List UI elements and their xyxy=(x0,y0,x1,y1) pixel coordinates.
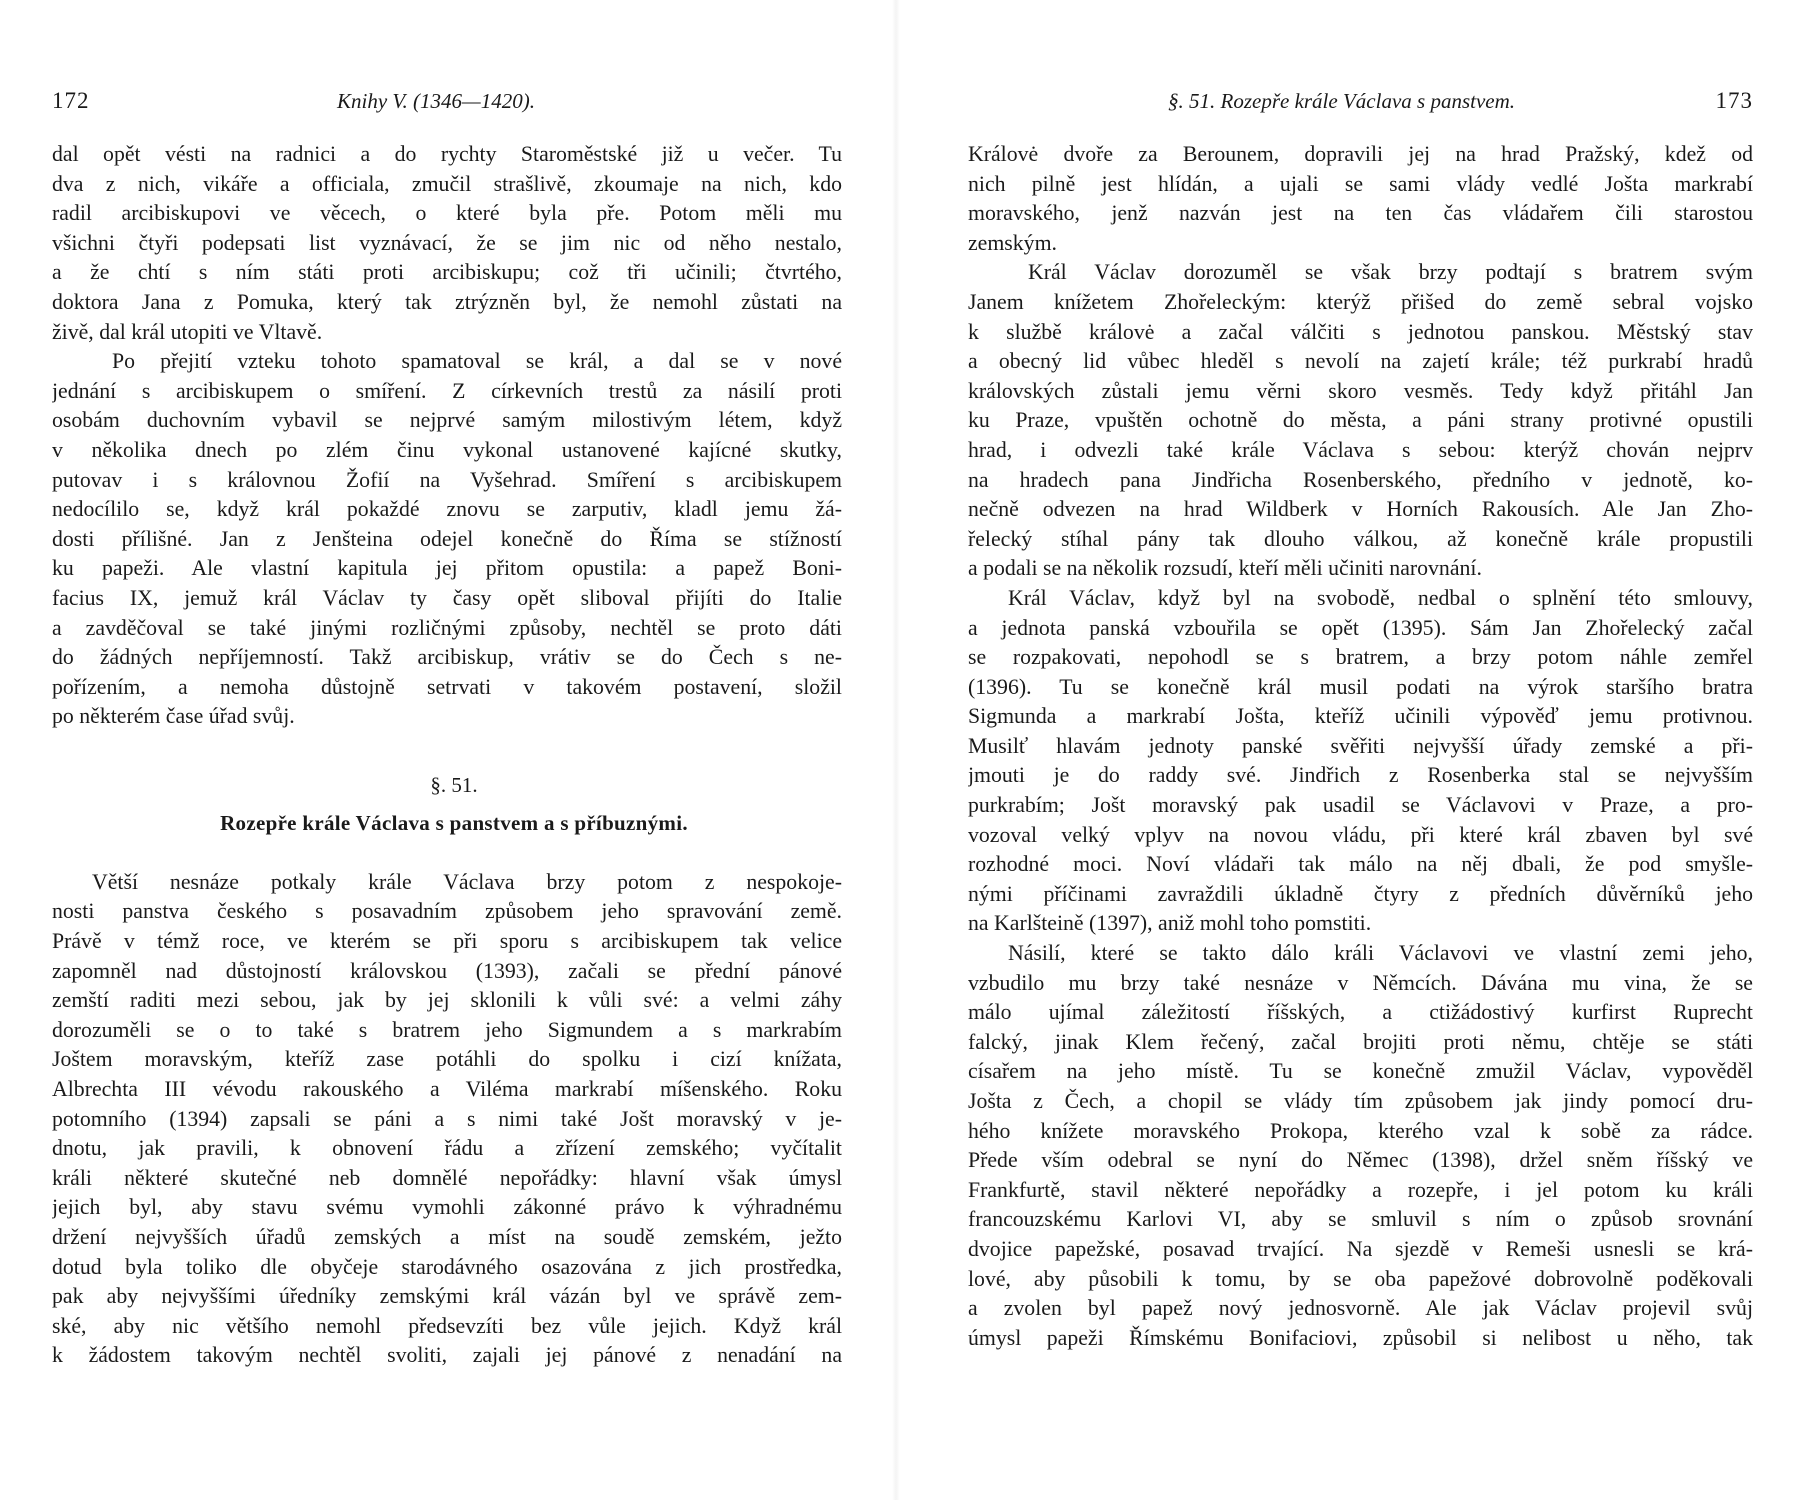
text-line: dal opět vésti na radnici a do rychty Staroměstské již u večer. Tu xyxy=(52,142,842,166)
text-line: nosti panstva českého s posavadním způsobem jeho spravování země. xyxy=(52,899,842,924)
text-line: facius IX, jemuž král Václav ty časy opět sliboval přijíti do Italie xyxy=(52,585,842,610)
text-line: Násilí, které se takto dálo králi Václavovi ve vlastní zemi jeho, xyxy=(1008,941,1753,966)
text-line: pak aby nejvyššími úředníky zemskými král vázán byl ve správě zem- xyxy=(52,1284,842,1309)
text-line: k žádostem takovým nechtěl svoliti, zajali jej pánové z nenadání na xyxy=(52,1343,842,1368)
left-page xyxy=(52,0,842,1500)
text-line: ku Praze, vpuštěn ochotně do města, a páni strany protivné opustili xyxy=(968,408,1753,433)
text-line: zapomněl nad důstojností královskou (1393), začali se přední pánové xyxy=(52,958,842,983)
text-line: ku papeži. Ale vlastní kapitula jej přitom opustila: a papež Boni- xyxy=(52,556,842,581)
text-line: jednání s arcibiskupem o smíření. Z církevních trestů za násilí proti xyxy=(52,378,842,403)
text-line: dvojice papežské, posavad trvající. Na sjezdě v Remeši usnesli se krá- xyxy=(968,1236,1753,1261)
page-number: 172 xyxy=(52,88,90,113)
text-line: vozoval velký vplyv na novou vládu, při které král zbaven byl své xyxy=(968,822,1753,847)
right-page-header xyxy=(968,88,1753,118)
text-line: se rozpakovati, nepohodl se s bratrem, a brzy potom náhle zemřel xyxy=(968,645,1753,670)
text-line: rozhodné moci. Noví vládaři tak málo na něj dbali, že pod smyšle- xyxy=(968,852,1753,877)
text-line: potomního (1394) zapsali se páni a s nimi také Jošt moravský v je- xyxy=(52,1106,842,1131)
text-line: hého knížete moravského Prokopa, kterého vzal k sobě za rádce. xyxy=(968,1118,1753,1143)
text-line: a jednota panská vzbouřila se opět (1395). Sám Jan Zhořelecký začal xyxy=(968,615,1753,640)
text-line: málo ujímal záležitostí říšských, a ctižádostivý kurfirst Ruprecht xyxy=(968,1000,1753,1025)
text-line: francouzskému Karlovi VI, aby se smluvil s ním o způsob srovnání xyxy=(968,1207,1753,1232)
text-line: Právě v témž roce, ve kterém se při sporu s arcibiskupem tak velice xyxy=(52,929,842,954)
text-line: císařem na jeho místě. Tu se konečně zmužil Václav, vypověděl xyxy=(968,1059,1753,1084)
text-line: královských zůstali jemu věrni skoro vesměs. Tedy když přitáhl Jan xyxy=(968,378,1753,403)
text-line: dorozuměli se o to také s bratrem jeho Sigmundem a s markrabím xyxy=(52,1017,842,1042)
text-line: všichni čtyři podepsati list vyznávací, že se jim nic od něho nestalo, xyxy=(52,230,842,255)
text-line: hrad, i odvezli také krále Václava s sebou: kterýž chován nejprv xyxy=(968,437,1753,462)
text-line: živě, dal král utopiti ve Vltavě. xyxy=(52,319,323,344)
text-line: Janem knížetem Zhořeleckým: kterýž přišed do země sebral vojsko xyxy=(968,289,1753,314)
text-line: radil arcibiskupovi ve věcech, o které byla pře. Potom měli mu xyxy=(52,201,842,226)
text-line: držení nejvyšších úřadů zemských a míst na soudě zemském, ježto xyxy=(52,1225,842,1249)
text-line: lové, aby působili k tomu, by se oba papežové dobrovolně poděkovali xyxy=(968,1266,1753,1291)
text-line: ské, aby nic většího nemohl předsevzíti bez vůle jejich. Když král xyxy=(52,1313,842,1338)
text-line: purkrabím; Jošt moravský pak usadil se Václavovi v Praze, a pro- xyxy=(968,793,1753,818)
text-line: jmouti je do raddy své. Jindřich z Rosenberka stal se nejvyšším xyxy=(968,763,1753,788)
text-line: vzbudilo mu brzy také nesnáze v Němcích. Dávána mu vina, že se xyxy=(968,970,1753,995)
text-line: a zvolen byl papež nový jednosvorně. Ale jak Václav projevil svůj xyxy=(968,1296,1753,1321)
text-line: Královė dvoře za Berounem, dopravili jej na hrad Pražský, kdež od xyxy=(968,142,1753,166)
right-page-text xyxy=(968,140,1753,1353)
right-page xyxy=(968,0,1753,1500)
running-head: §. 51. Rozepře krále Václava s panstvem. xyxy=(1168,89,1516,113)
text-line: v několika dnech po zlém činu vykonal ustanovené kajícné skutky, xyxy=(52,437,842,462)
text-line: na hradech pana Jindřicha Rosenberského, předního v jednotě, ko- xyxy=(968,467,1753,492)
text-line: Sigmunda a markrabí Jošta, kteříž učinili výpověď jemu protivnou. xyxy=(968,704,1753,729)
page-number: 173 xyxy=(1715,88,1753,113)
text-line: Větší nesnáze potkaly krále Václava brzy potom z nespokoje- xyxy=(92,869,842,894)
left-page-text xyxy=(52,140,842,1371)
text-line: nedocílilo se, když král pokaždé znovu se zarputiv, kladl jemu žá- xyxy=(52,497,842,522)
text-line: Joštem moravským, kteříž zase potáhli do spolku i cizí knížata, xyxy=(52,1047,842,1072)
running-head: Knihy V. (1346—1420). xyxy=(337,89,535,113)
text-line: řelecký stíhal pány tak dlouho válkou, až konečně krále propustili xyxy=(968,526,1753,551)
text-line: po některém čase úřad svůj. xyxy=(52,704,295,729)
text-line: Přede vším odebral se nyní do Němec (1398), držel sněm říšský ve xyxy=(968,1148,1753,1173)
text-line: jejich byl, aby stavu svému vymohli zákonné právo k výhradnému xyxy=(52,1195,842,1220)
text-line: zemským. xyxy=(968,230,1057,255)
text-line: dva z nich, vikáře a officiala, zmučil strašlivě, zkoumaje na nich, kdo xyxy=(52,171,842,196)
text-line: doktora Jana z Pomuka, který tak ztrýzněn byl, že nemohl zůstati na xyxy=(52,289,842,314)
text-line: dosti přílišné. Jan z Jenšteina odejel konečně do Říma se stížností xyxy=(52,526,842,551)
text-line: a že chtí s ním státi proti arcibiskupu; což tři učinili; čtvrtého, xyxy=(52,260,842,285)
text-line: Po přejití vzteku tohoto spamatoval se král, a dal se v nové xyxy=(112,349,842,374)
section-title: Rozepře krále Václava s panstvem a s příbuznými. xyxy=(220,810,688,835)
text-line: zemští raditi mezi sebou, jak by jej sklonili k vůli své: a velmi záhy xyxy=(52,988,842,1013)
section-number: §. 51. xyxy=(430,772,478,797)
page-gutter xyxy=(892,0,900,1500)
text-line: na Karlšteině (1397), aniž mohl toho pomstiti. xyxy=(968,911,1372,936)
text-line: Albrechta III vévodu rakouského a Viléma markrabí míšenského. Roku xyxy=(52,1077,842,1102)
text-line: nými příčinami zavraždili úkladně čtyry z předních důvěrníků jeho xyxy=(968,881,1753,906)
text-line: a obecný lid vůbec hleděl s nevolí na zajetí krále; též purkrabí hradů xyxy=(968,349,1753,374)
text-line: Král Václav, když byl na svobodě, nedbal o splnění této smlouvy, xyxy=(1008,585,1753,610)
text-line: falcký, jinak Klem řečený, začal brojiti proti němu, chtěje se státi xyxy=(968,1029,1753,1054)
text-line: nečně odvezen na hrad Wildberk v Horních Rakousích. Ale Jan Zho- xyxy=(968,497,1753,522)
text-line: (1396). Tu se konečně král musil podati na výrok staršího bratra xyxy=(968,674,1753,699)
text-line: moravského, jenž nazván jest na ten čas vládařem čili starostou xyxy=(968,201,1753,226)
text-line: Jošta z Čech, a chopil se vlády tím způsobem jak jindy pomocí dru- xyxy=(968,1089,1753,1113)
text-line: Král Václav dorozuměl se však brzy podtají s bratrem svým xyxy=(1028,260,1753,285)
text-line: do žádných nepříjemností. Takž arcibiskup, vrátiv se do Čech s ne- xyxy=(52,645,842,670)
text-line: dnotu, jak pravili, k obnovení řádu a zřízení zemského; vyčítalit xyxy=(52,1136,842,1161)
text-line: králi některé skutečné neb domnělé nepořádky: hlavní však úmysl xyxy=(52,1165,842,1190)
text-line: putovav i s královnou Žofií na Vyšehrad. Smíření s arcibiskupem xyxy=(52,467,842,492)
text-line: a podali se na několik rozsudí, kteří měli učiniti narovnání. xyxy=(968,556,1482,581)
text-line: Frankfurtě, stavil některé nepořádky a rozepře, i jel potom ku králi xyxy=(968,1177,1753,1202)
text-line: nich pilně jest hlídán, a ujali se sami vlády vedlé Jošta markrabí xyxy=(968,171,1753,196)
text-line: úmysl papeži Římskému Bonifaciovi, způsobil si nelibost u něho, tak xyxy=(968,1325,1753,1350)
text-line: a zavděčoval se také jinými rozličnými způsoby, nechtěl se proto dáti xyxy=(52,615,842,640)
text-line: dotud byla toliko dle obyčeje starodávného osazována z jich prostředka, xyxy=(52,1254,842,1279)
text-line: Musilť hlavám jednoty panské svěřiti nejvyšší úřady zemské a při- xyxy=(968,733,1753,758)
text-line: osobám duchovním vybavil se nejprvé samým milostivým létem, když xyxy=(52,408,842,433)
left-page-header xyxy=(52,88,842,118)
text-line: pořízením, a nemoha důstojně setrvati v takovém postavení, složil xyxy=(52,674,842,699)
text-line: k službě královė a začal válčiti s jednotou panskou. Městský stav xyxy=(968,319,1753,344)
